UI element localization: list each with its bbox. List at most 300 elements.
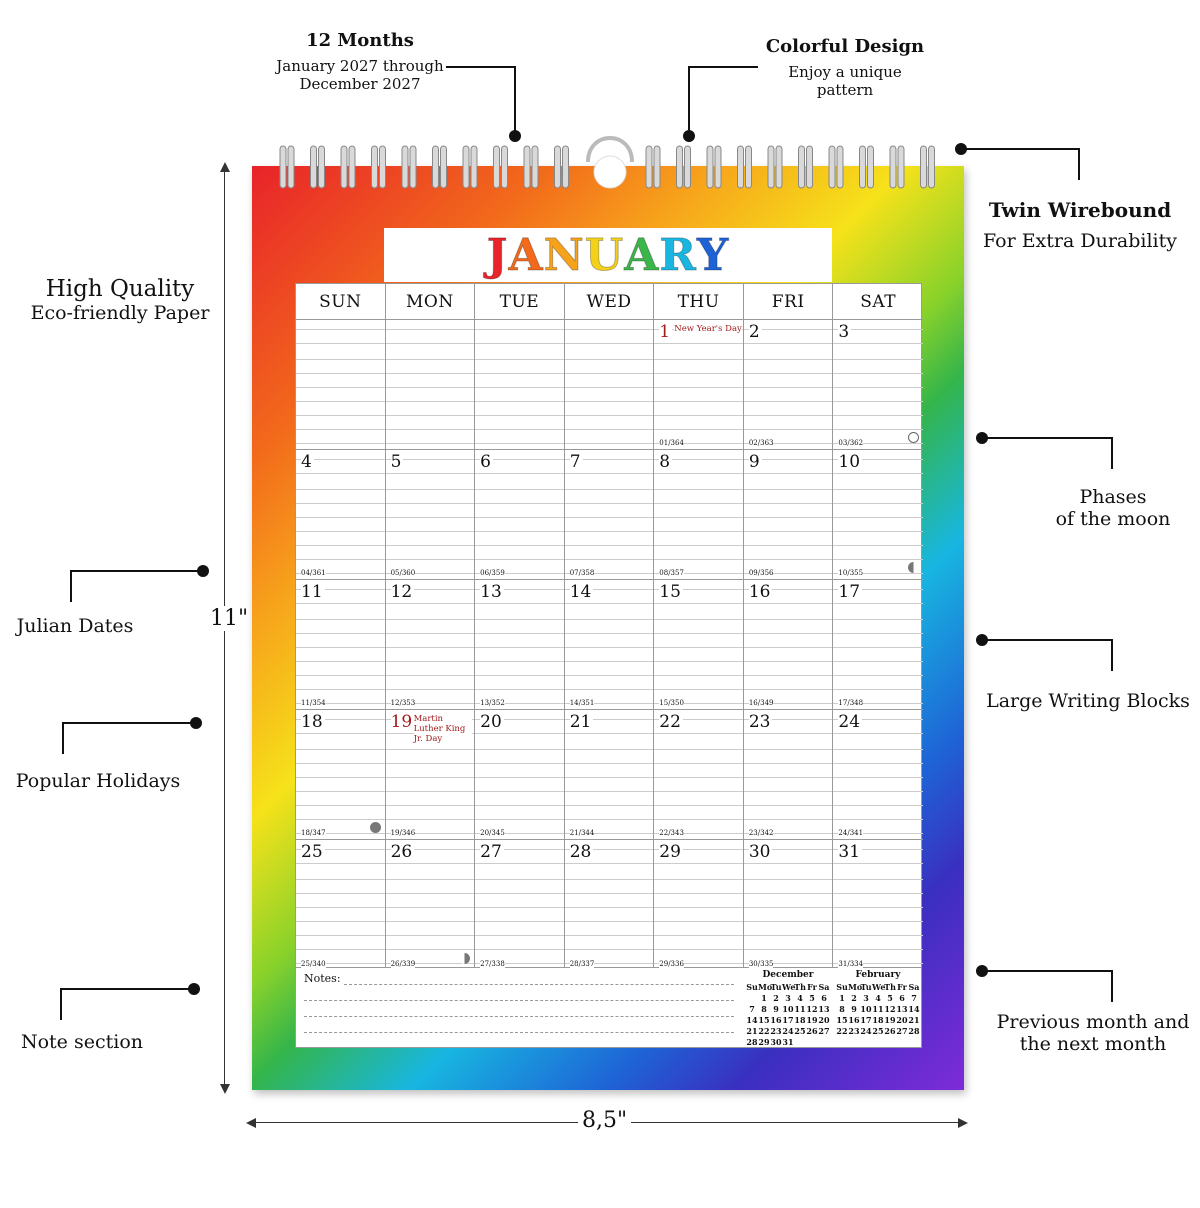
day-cell[interactable] [386, 710, 476, 840]
day-number: 28 [569, 842, 592, 862]
notes-line[interactable] [304, 1016, 734, 1017]
mini-calendar-day: 20 [896, 1015, 908, 1025]
day-cell[interactable] [654, 580, 744, 710]
julian-date: 02/363 [748, 439, 774, 447]
mini-calendar-week [746, 1037, 830, 1048]
mini-calendar-title: December [762, 970, 814, 980]
julian-date: 04/361 [301, 569, 326, 577]
wire-loop [776, 146, 782, 188]
month-title-letter: U [584, 229, 625, 281]
wire-loop [433, 146, 439, 188]
wire-loop [807, 146, 813, 188]
wire-loop [715, 146, 721, 188]
julian-date: 09/356 [748, 569, 774, 577]
wire-loop [646, 146, 652, 188]
wire-title: Twin Wirebound [988, 198, 1172, 222]
wire-loop [280, 146, 286, 188]
day-of-week-header: MON [386, 284, 476, 320]
holidays-leader-h [62, 722, 198, 724]
phases-line-1: Phases [1079, 486, 1147, 508]
day-cell[interactable] [475, 580, 565, 710]
wire-loop [799, 146, 805, 188]
day-cell[interactable] [475, 840, 565, 970]
holiday-label: New Year's Day [674, 324, 742, 334]
mini-calendar-day: 28 [746, 1037, 758, 1047]
wire-loop [746, 146, 752, 188]
day-number: 26 [390, 842, 413, 862]
wire-loop [319, 146, 325, 188]
height-arrow-top-icon [218, 162, 232, 176]
mini-calendar-day: 29 [758, 1037, 770, 1047]
mini-calendar-day: 14 [908, 1004, 920, 1014]
day-cell[interactable] [565, 320, 655, 450]
julian-date: 19/346 [390, 829, 416, 837]
months-leader-v [514, 66, 516, 134]
mini-calendar-weekday: We [782, 982, 796, 992]
months-leader-dot [509, 130, 521, 142]
day-cell[interactable] [386, 450, 476, 580]
julian-date: 26/339 [390, 960, 416, 968]
julian-date: 01/364 [659, 439, 684, 447]
day-cell[interactable] [744, 710, 834, 840]
day-of-week-header: WED [565, 284, 655, 320]
wire-loop [929, 146, 935, 188]
day-cell[interactable] [654, 320, 744, 450]
mini-calendar-day: 10 [860, 1004, 872, 1014]
mini-calendar-day: 2 [773, 993, 779, 1003]
day-number: 27 [480, 842, 502, 862]
mini-calendar-day: 30 [770, 1037, 782, 1047]
holiday-label: Martin Luther King Jr. Day [414, 714, 472, 744]
blocks-label: Large Writing Blocks [986, 690, 1190, 712]
width-arrow-left-icon [246, 1116, 260, 1130]
day-cell[interactable] [654, 840, 744, 970]
julian-date: 10/355 [838, 569, 864, 577]
wire-leader-v [1078, 148, 1080, 180]
julian-date: 05/360 [390, 569, 416, 577]
day-cell[interactable] [654, 710, 744, 840]
mini-calendar-week [836, 1015, 920, 1026]
julian-date: 14/351 [569, 699, 595, 707]
wire-loop [829, 146, 835, 188]
wire-loop [441, 146, 447, 188]
design-callout [760, 36, 930, 99]
day-number: 13 [480, 582, 502, 602]
day-cell[interactable] [565, 580, 655, 710]
mini-calendar-day: 26 [806, 1026, 818, 1036]
month-title-letter: A [624, 229, 660, 281]
julian-date: 16/349 [748, 699, 774, 707]
mini-calendar-week [836, 993, 920, 1004]
mini-calendar-header [836, 982, 920, 993]
mini-calendar-day: 5 [887, 993, 893, 1003]
day-cell[interactable] [654, 450, 744, 580]
mini-calendar-weekday: We [872, 982, 886, 992]
julian-leader-h [70, 570, 202, 572]
wire-loop [898, 146, 904, 188]
day-cell[interactable] [296, 320, 386, 450]
day-number: 24 [838, 712, 861, 732]
day-number: 6 [480, 452, 491, 472]
julian-leader-dot [197, 565, 209, 577]
day-number: 18 [301, 712, 323, 732]
mini-calendar-day: 17 [860, 1015, 872, 1025]
julian-label: Julian Dates [16, 615, 134, 637]
month-title-letter: Y [696, 229, 730, 281]
mini-calendar-week [836, 1004, 920, 1015]
mini-calendar-week [746, 1026, 830, 1037]
notes-leader-h [60, 988, 196, 990]
wire-loop [563, 146, 569, 188]
day-number: 16 [748, 582, 771, 602]
mini-calendar-day: 5 [809, 993, 815, 1003]
mini-calendar-weekday: Sa [908, 982, 920, 992]
hanger-hook-icon [582, 122, 638, 192]
day-number: 17 [838, 582, 861, 602]
mini-calendar-weekday: Fr [807, 982, 817, 992]
wire-loop [707, 146, 713, 188]
design-leader-h [688, 66, 758, 68]
day-cell[interactable] [386, 580, 476, 710]
wire-loop [494, 146, 500, 188]
mini-calendar-day: 15 [836, 1015, 848, 1025]
day-cell[interactable] [296, 450, 386, 580]
mini-calendar-weekday: Mo [848, 982, 863, 992]
julian-date: 06/359 [480, 569, 505, 577]
mini-calendar-weekday: Sa [818, 982, 830, 992]
mini-calendar-day: 7 [911, 993, 917, 1003]
day-number: 8 [659, 452, 671, 472]
mini-calendar-day [746, 993, 758, 1004]
day-number: 7 [569, 452, 581, 472]
day-cell[interactable] [475, 450, 565, 580]
mini-calendar-next [836, 970, 920, 1037]
julian-date: 24/341 [838, 829, 864, 837]
prevnext-leader-v [1111, 970, 1113, 1002]
julian-date: 15/350 [659, 699, 684, 707]
month-title-letter: N [543, 229, 585, 281]
wire-loop [380, 146, 386, 188]
blocks-leader-h [981, 639, 1113, 641]
day-number: 1 [659, 322, 671, 342]
day-cell[interactable] [744, 320, 834, 450]
mini-calendar-day: 18 [872, 1015, 884, 1025]
mini-calendar-day: 8 [761, 1004, 767, 1014]
months-leader-h [446, 66, 516, 68]
day-cell[interactable] [744, 450, 834, 580]
day-cell[interactable] [744, 580, 834, 710]
day-cell[interactable] [744, 840, 834, 970]
day-cell[interactable] [475, 710, 565, 840]
mini-calendar-day: 16 [848, 1015, 860, 1025]
mini-calendar-day: 27 [818, 1026, 830, 1036]
mini-calendar-day: 13 [896, 1004, 908, 1014]
mini-calendar-week [746, 1004, 830, 1015]
julian-date: 20/345 [480, 829, 505, 837]
mini-calendar-day: 4 [875, 993, 881, 1003]
day-number: 29 [659, 842, 681, 862]
mini-calendar-day: 4 [797, 993, 803, 1003]
julian-date: 17/348 [838, 699, 864, 707]
month-title [487, 230, 730, 281]
mini-calendar-day: 13 [818, 1004, 830, 1014]
julian-date: 22/343 [659, 829, 684, 837]
prevnext-line-1: Previous month and [996, 1011, 1190, 1033]
day-cell[interactable] [565, 450, 655, 580]
notes-label: Notes: [304, 972, 341, 985]
blocks-callout [984, 690, 1192, 712]
day-number: 31 [838, 842, 861, 862]
day-number: 4 [301, 452, 312, 472]
day-cell[interactable] [565, 710, 655, 840]
mini-calendar-day: 2 [851, 993, 857, 1003]
prevnext-line-2: the next month [1019, 1033, 1167, 1055]
notes-line[interactable] [304, 1000, 734, 1001]
julian-callout [10, 615, 140, 637]
mini-calendar-weekday: Su [836, 982, 848, 992]
mini-calendar-day: 26 [884, 1026, 896, 1036]
mini-calendar-weekday: Mo [758, 982, 773, 992]
julian-date: 29/336 [659, 960, 684, 968]
mini-calendar-day [794, 1037, 806, 1048]
wire-loop [463, 146, 469, 188]
wire-loop [890, 146, 896, 188]
day-number: 23 [748, 712, 771, 732]
mini-calendar-weekday: Tu [860, 982, 872, 992]
prevnext-leader-h [981, 970, 1113, 972]
day-number: 14 [569, 582, 592, 602]
months-title: 12 Months [306, 30, 414, 51]
wire-loop [768, 146, 774, 188]
julian-date: 08/357 [659, 569, 684, 577]
day-number: 3 [838, 322, 850, 342]
width-arrow-right-icon [954, 1116, 968, 1130]
wire-loop [654, 146, 660, 188]
mini-calendar-day [818, 1037, 830, 1048]
julian-date: 27/338 [480, 960, 505, 968]
mini-calendar-weekday: Th [884, 982, 896, 992]
day-number: 30 [748, 842, 771, 862]
month-grid [295, 283, 922, 968]
notes-callout [14, 1031, 150, 1053]
mini-calendar-weekday: Tu [770, 982, 782, 992]
mini-calendar-day: 24 [782, 1026, 794, 1036]
month-title-box [384, 228, 832, 282]
julian-date: 28/337 [569, 960, 595, 968]
wire-loop [921, 146, 927, 188]
months-callout [270, 30, 450, 93]
mini-calendar-day: 21 [746, 1026, 758, 1036]
day-number: 19 [390, 712, 413, 732]
paper-sub: Eco-friendly Paper [30, 302, 210, 324]
notes-leader-v [60, 988, 62, 1020]
height-arrow-bottom-icon [218, 1080, 232, 1094]
wire-loop [341, 146, 347, 188]
mini-calendar-day: 25 [794, 1026, 806, 1036]
julian-date: 21/344 [569, 829, 595, 837]
wire-leader-h [960, 148, 1080, 150]
phases-line-2: of the moon [1055, 508, 1171, 530]
mini-calendar-day: 17 [782, 1015, 794, 1025]
day-cell[interactable] [386, 320, 476, 450]
holidays-callout [10, 770, 186, 792]
mini-calendar-title: February [855, 970, 901, 980]
mini-calendar-header [746, 982, 830, 993]
mini-calendar-day: 25 [872, 1026, 884, 1036]
paper-title: High Quality [45, 276, 195, 302]
mini-calendar-day: 10 [782, 1004, 794, 1014]
notes-callout-label: Note section [20, 1031, 143, 1053]
design-leader-v [688, 66, 690, 134]
wire-loop [311, 146, 317, 188]
mini-calendar-day: 15 [758, 1015, 770, 1025]
day-number: 9 [748, 452, 760, 472]
day-cell[interactable] [833, 710, 923, 840]
months-sub-1: January 2027 through [276, 57, 444, 75]
julian-date: 03/362 [838, 439, 864, 447]
paper-callout [20, 276, 220, 324]
day-number: 5 [390, 452, 402, 472]
day-cell[interactable] [296, 580, 386, 710]
day-number: 22 [659, 712, 681, 732]
height-label: 11" [206, 606, 252, 631]
day-of-week-header: TUE [475, 284, 565, 320]
day-number: 15 [659, 582, 681, 602]
phases-leader-v [1111, 437, 1113, 469]
wire-loop [471, 146, 477, 188]
wire-sub: For Extra Durability [982, 230, 1178, 252]
mini-calendar-day [806, 1037, 818, 1048]
day-cell[interactable] [386, 840, 476, 970]
wire-loop [524, 146, 530, 188]
width-label: 8,5" [578, 1108, 631, 1133]
mini-calendar-day: 21 [908, 1015, 920, 1025]
day-number: 2 [748, 322, 760, 342]
mini-calendar-day: 11 [872, 1004, 884, 1014]
day-number: 21 [569, 712, 592, 732]
wire-loop [837, 146, 843, 188]
month-title-letter: R [659, 229, 697, 281]
mini-calendar-day: 12 [884, 1004, 896, 1014]
mini-calendar-day: 3 [785, 993, 791, 1003]
wire-loop [685, 146, 691, 188]
mini-calendar-day: 8 [839, 1004, 845, 1014]
notes-section [295, 968, 922, 1048]
mini-calendar-day: 31 [782, 1037, 794, 1047]
mini-calendar-day: 19 [806, 1015, 818, 1025]
prevnext-callout [990, 1011, 1196, 1055]
mini-calendar-day: 20 [818, 1015, 830, 1025]
julian-date: 13/352 [480, 699, 505, 707]
design-leader-dot [683, 130, 695, 142]
julian-date: 25/340 [301, 960, 326, 968]
mini-calendar-day: 6 [899, 993, 905, 1003]
julian-date: 31/334 [838, 960, 864, 968]
julian-date: 12/353 [390, 699, 416, 707]
mini-calendar-day: 14 [746, 1015, 758, 1025]
mini-calendar-day: 3 [863, 993, 869, 1003]
mini-calendar-day: 7 [749, 1004, 755, 1014]
julian-leader-v [70, 570, 72, 602]
mini-calendar-week [746, 1015, 830, 1026]
julian-date: 11/354 [301, 699, 326, 707]
day-of-week-header: SAT [833, 284, 923, 320]
mini-calendar-day: 16 [770, 1015, 782, 1025]
day-of-week-header: FRI [744, 284, 834, 320]
julian-date: 07/358 [569, 569, 595, 577]
wire-loop [555, 146, 561, 188]
notes-line[interactable] [344, 984, 734, 985]
design-sub: Enjoy a unique pattern [788, 63, 902, 99]
mini-calendar-day: 19 [884, 1015, 896, 1025]
day-of-week-header: SUN [296, 284, 386, 320]
day-cell[interactable] [833, 320, 923, 450]
day-cell[interactable] [475, 320, 565, 450]
julian-date: 23/342 [748, 829, 774, 837]
day-cell[interactable] [833, 840, 923, 970]
wire-loop [402, 146, 408, 188]
julian-date: 18/347 [301, 829, 326, 837]
wire-loop [288, 146, 294, 188]
mini-calendar-week [836, 1026, 920, 1037]
mini-calendar-week [746, 993, 830, 1004]
mini-calendar-day: 22 [758, 1026, 770, 1036]
wire-loop [349, 146, 355, 188]
day-cell[interactable] [833, 450, 923, 580]
design-title: Colorful Design [765, 36, 925, 57]
mini-calendar-day: 9 [851, 1004, 857, 1014]
notes-line[interactable] [304, 1032, 734, 1033]
mini-calendar-weekday: Su [746, 982, 758, 992]
mini-calendar-day: 28 [908, 1026, 920, 1036]
holidays-label: Popular Holidays [15, 770, 181, 792]
full-moon-icon [908, 432, 919, 443]
month-title-letter: J [486, 229, 509, 281]
mini-calendar-day: 23 [770, 1026, 782, 1036]
blocks-leader-v [1111, 639, 1113, 671]
day-number: 25 [301, 842, 323, 862]
mini-calendar-day: 24 [860, 1026, 872, 1036]
mini-calendar-weekday: Fr [897, 982, 907, 992]
notes-leader-dot [188, 983, 200, 995]
day-cell[interactable] [833, 580, 923, 710]
day-cell[interactable] [296, 840, 386, 970]
wire-loop [860, 146, 866, 188]
wire-loop [532, 146, 538, 188]
day-number: 12 [390, 582, 413, 602]
wire-callout [975, 198, 1185, 252]
first-quarter-moon-icon [459, 953, 470, 964]
day-cell[interactable] [565, 840, 655, 970]
day-cell[interactable] [296, 710, 386, 840]
new-moon-icon [370, 822, 381, 833]
mini-calendar-weekday: Th [794, 982, 806, 992]
holidays-leader-v [62, 722, 64, 754]
holidays-leader-dot [190, 717, 202, 729]
mini-calendar-day: 6 [821, 993, 827, 1003]
wire-loop [410, 146, 416, 188]
mini-calendar-day: 12 [806, 1004, 818, 1014]
julian-date: 30/335 [748, 960, 774, 968]
mini-calendar-previous [746, 970, 830, 1048]
wire-loop [502, 146, 508, 188]
mini-calendar-day: 22 [836, 1026, 848, 1036]
mini-calendar-day: 1 [839, 993, 845, 1003]
wire-loop [868, 146, 874, 188]
day-of-week-header: THU [654, 284, 744, 320]
mini-calendar-day: 1 [761, 993, 767, 1003]
day-number: 11 [301, 582, 323, 602]
